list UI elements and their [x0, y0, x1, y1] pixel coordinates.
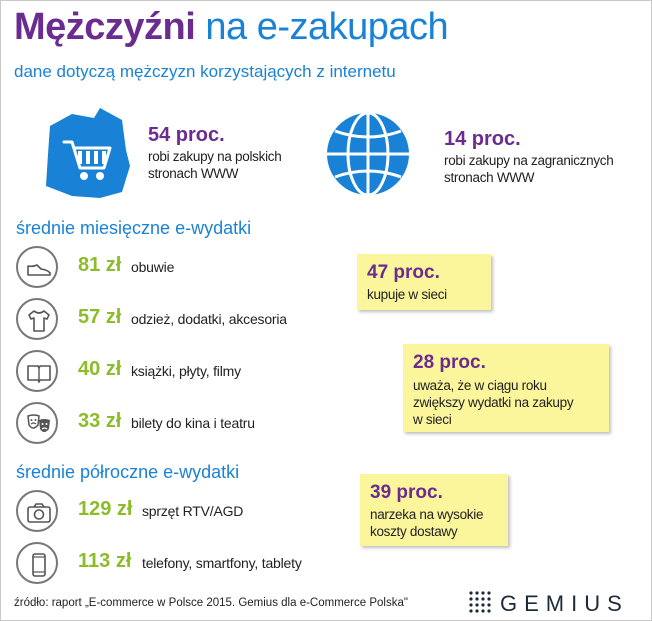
note-line: w sieci: [413, 412, 452, 427]
book-icon: [26, 360, 52, 386]
note-percent: 28 proc.: [413, 352, 486, 373]
note-increase-spending: [403, 344, 609, 432]
title-part2: na e-zakupach: [205, 6, 449, 48]
monthly-section-title: średnie miesięczne e-wydatki: [16, 218, 252, 238]
halfyear-item-phones: [16, 542, 336, 586]
label: telefony, smartfony, tablety: [142, 555, 302, 571]
stat-poland-line1: robi zakupy na polskich: [148, 149, 282, 164]
amount: 57 zł: [78, 306, 122, 328]
monthly-item-books: [16, 350, 316, 394]
amount: 113 zł: [78, 550, 132, 572]
camera-icon: [26, 500, 52, 526]
note-percent: 39 proc.: [370, 482, 443, 503]
note-delivery-costs: [360, 474, 508, 546]
amount: 81 zł: [78, 254, 122, 276]
label: książki, płyty, filmy: [131, 363, 241, 379]
subtitle: dane dotyczą mężczyzn korzystających z internetu: [14, 62, 396, 81]
label: sprzęt RTV/AGD: [142, 503, 244, 519]
note-line: kupuje w sieci: [367, 287, 447, 302]
note-line: zwiększy wydatki na zakupy: [413, 395, 574, 410]
amount: 40 zł: [78, 358, 122, 380]
gemius-dots-icon: [468, 590, 494, 614]
stat-abroad-line1: robi zakupy na zagranicznych: [444, 153, 614, 168]
label: bilety do kina i teatru: [131, 415, 255, 431]
smartphone-icon: [26, 552, 52, 578]
shoe-icon: [26, 256, 52, 282]
page-title: [14, 6, 448, 49]
monthly-item-clothes: [16, 298, 316, 342]
halfyear-item-rtv: [16, 490, 316, 534]
halfyear-section-title: średnie półroczne e-wydatki: [16, 462, 240, 482]
stat-abroad-line2: stronach WWW: [444, 170, 535, 185]
note-line: uważa, że w ciągu roku: [413, 378, 547, 393]
poland-map-cart-icon: [42, 106, 132, 202]
note-line: narzeka na wysokie: [370, 507, 484, 522]
source-note: źródło: raport „E-commerce w Polsce 2015. Gemius dla e-Commerce Polska": [14, 597, 408, 609]
stat-abroad-text: [444, 152, 613, 186]
stat-abroad-percent: 14 proc.: [444, 128, 521, 150]
monthly-item-shoes: [16, 246, 316, 290]
stat-poland-line2: stronach WWW: [148, 166, 239, 181]
gemius-wordmark: GEMIUS: [500, 591, 629, 616]
monthly-item-tickets: [16, 402, 316, 446]
shirt-icon: [26, 308, 52, 334]
note-line: koszty dostawy: [370, 524, 458, 539]
stat-poland-text: [148, 148, 281, 182]
title-part1: Mężczyźni: [14, 6, 196, 48]
label: odzież, dodatki, akcesoria: [131, 311, 287, 327]
theater-masks-icon: [26, 412, 52, 438]
stat-poland-percent: 54 proc.: [148, 124, 225, 146]
note-percent: 47 proc.: [367, 262, 440, 283]
amount: 33 zł: [78, 410, 122, 432]
note-buys-online: [357, 254, 491, 310]
globe-icon: [325, 111, 411, 197]
label: obuwie: [131, 259, 175, 275]
amount: 129 zł: [78, 498, 133, 520]
